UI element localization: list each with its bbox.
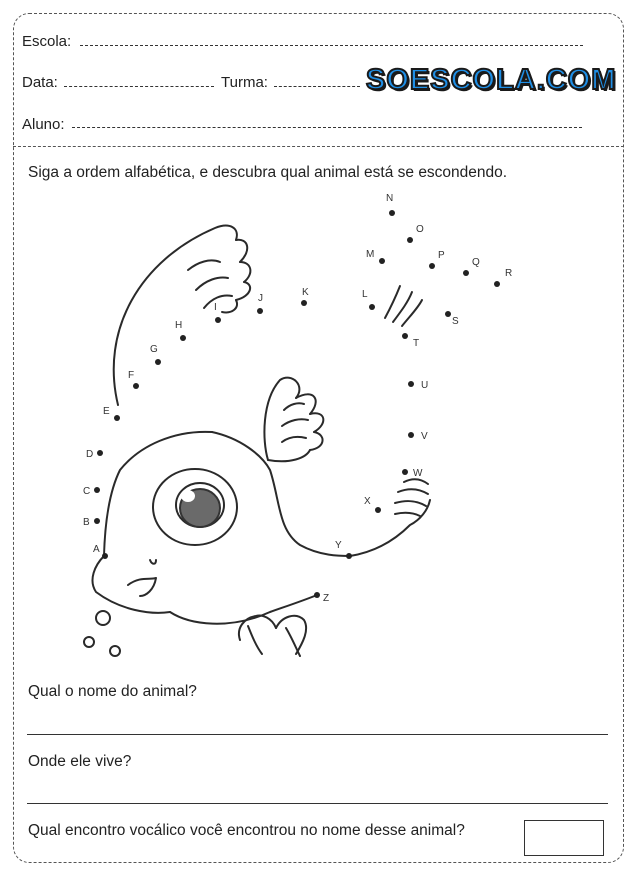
dot-label-m: M (366, 249, 375, 260)
dot-y (346, 553, 352, 559)
dot-j (257, 308, 263, 314)
dot-u (408, 381, 414, 387)
dot-label-d: D (86, 449, 94, 460)
dot-s (445, 311, 451, 317)
dot-label-f: F (128, 370, 135, 381)
question-animal-name: Qual o nome do animal? (28, 683, 197, 700)
dot-label-q: Q (472, 257, 480, 268)
dot-label-b: B (83, 517, 90, 528)
dot-m (379, 258, 385, 264)
dot-f (133, 383, 139, 389)
student-label: Aluno: (22, 116, 65, 133)
dot-label-u: U (421, 380, 429, 391)
dot-k (301, 300, 307, 306)
dot-label-c: C (83, 486, 91, 497)
soescola-logo: SOESCOLA.COM (366, 64, 617, 96)
dot-label-s: S (452, 316, 459, 327)
dot-v (408, 432, 414, 438)
dot-label-z: Z (323, 593, 330, 604)
dot-r (494, 281, 500, 287)
dot-label-l: L (362, 289, 368, 300)
dot-label-i: I (214, 302, 217, 313)
dot-label-r: R (505, 268, 513, 279)
class-label: Turma: (221, 74, 268, 91)
school-label: Escola: (22, 33, 72, 50)
dot-label-g: G (150, 344, 158, 355)
dot-label-k: K (302, 287, 309, 298)
dot-w (402, 469, 408, 475)
dot-b (94, 518, 100, 524)
dot-l (369, 304, 375, 310)
answer-box-vowel-encounter[interactable] (524, 820, 604, 856)
dot-label-p: P (438, 250, 445, 261)
dot-label-a: A (93, 544, 100, 555)
dot-label-h: H (175, 320, 183, 331)
dot-p (429, 263, 435, 269)
dot-g (155, 359, 161, 365)
dot-d (97, 450, 103, 456)
dot-e (114, 415, 120, 421)
question-habitat: Onde ele vive? (28, 753, 132, 770)
answer-line-animal-name[interactable] (27, 734, 608, 735)
dot-t (402, 333, 408, 339)
dot-label-n: N (386, 193, 394, 204)
dot-z (314, 592, 320, 598)
dot-h (180, 335, 186, 341)
instruction-text: Siga a ordem alfabética, e descubra qual animal está se escondendo. (28, 164, 508, 181)
question-vowel-encounter: Qual encontro vocálico você encontrou no nome desse animal? (28, 822, 465, 839)
dot-label-t: T (413, 338, 420, 349)
dot-label-y: Y (335, 540, 342, 551)
dot-label-o: O (416, 224, 424, 235)
dot-q (463, 270, 469, 276)
date-label: Data: (22, 74, 58, 91)
dot-c (94, 487, 100, 493)
answer-line-habitat[interactable] (27, 803, 608, 804)
dot-label-j: J (258, 293, 263, 304)
dot-label-w: W (413, 468, 423, 479)
dot-label-x: X (364, 496, 371, 507)
dot-o (407, 237, 413, 243)
dot-label-v: V (421, 431, 428, 442)
dot-a (102, 553, 108, 559)
dot-x (375, 507, 381, 513)
dot-i (215, 317, 221, 323)
dot-label-e: E (103, 406, 110, 417)
dot-n (389, 210, 395, 216)
